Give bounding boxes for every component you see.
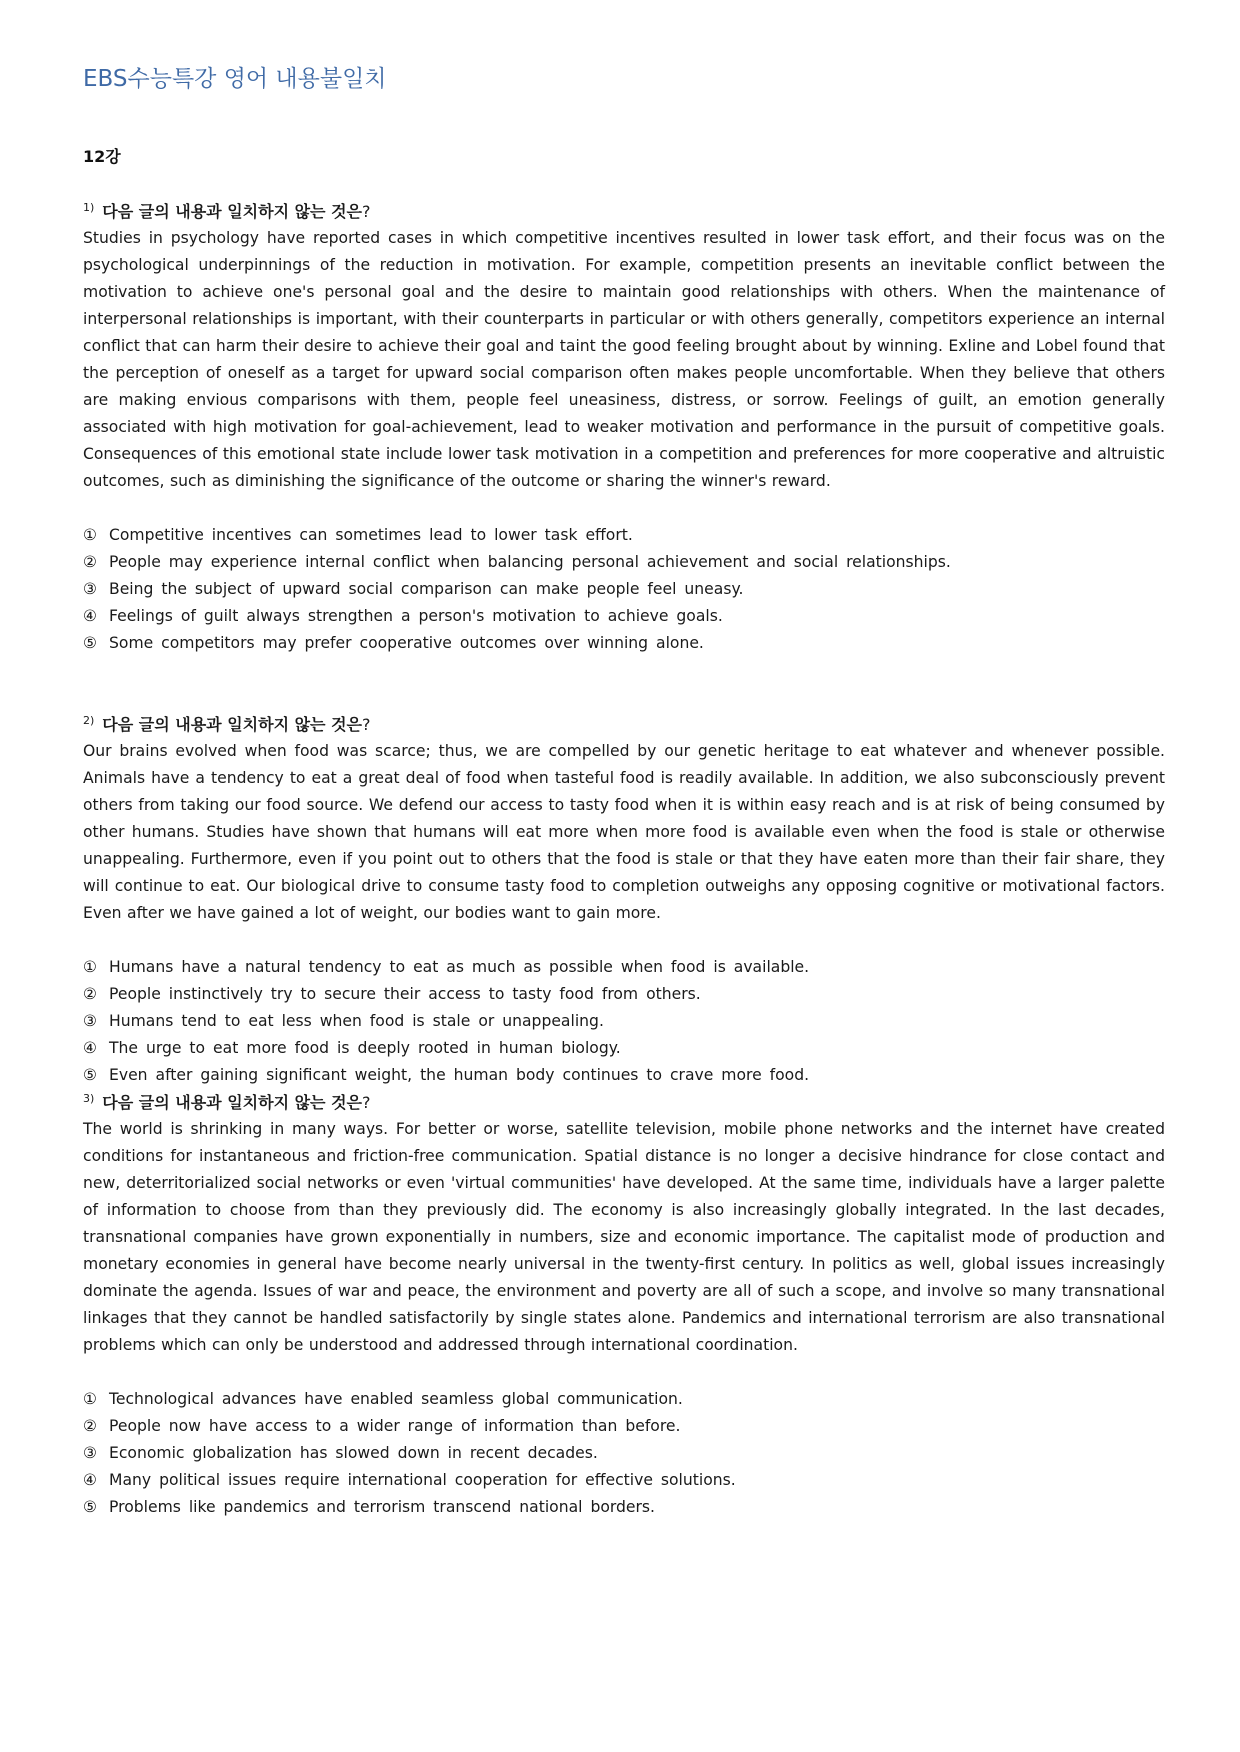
passage-text: Our brains evolved when food was scarce; thus, we are compelled by our genetic heritage to eat whatever and whenever possible. Animals have a tendency to eat a great deal of food when tasteful food is readily available. In addition, we also subconsciously prevent others from taking our food source. We defend our access to tasty food when it is within easy reach and is at risk of being consumed by other humans. Studies have shown that humans will eat more when more food is available even when the food is stale or otherwise unappealing. Furthermore, even if you point out to others that the food is stale or that they have eaten more than their fair share, they will continue to eat. Our biological drive to consume tasty food to completion outweighs any opposing cognitive or motivational factors. Even after we have gained a lot of weight, our bodies want to gain more. (83, 742, 1165, 922)
choice-text: Technological advances have enabled seamless global communication. (109, 1390, 683, 1408)
question-3 (83, 1089, 1165, 1521)
choice-text: People may experience internal conflict when balancing personal achievement and social relationships. (109, 553, 951, 571)
choice-text: Problems like pandemics and terrorism transcend national borders. (109, 1498, 656, 1516)
question-mark: ? (362, 715, 371, 734)
answer-choice[interactable] (83, 954, 1165, 981)
question-header (83, 1089, 1165, 1116)
choice-mark: ⑤ (83, 634, 97, 652)
passage-text: The world is shrinking in many ways. For better or worse, satellite television, mobile phone networks and the internet have created conditions for instantaneous and friction-free communication. Spatial distance is no longer a decisive hindrance for close contact and new, deterritorialized social networks or even 'virtual communities' have developed. At the same time, individuals have a larger palette of information to choose from than they previously did. The economy is also increasingly globally integrated. In the last decades, transnational companies have grown exponentially in numbers, size and economic importance. The capitalist mode of production and monetary economies in general have become nearly universal in the twenty-first century. In politics as well, global issues increasingly dominate the agenda. Issues of war and peace, the environment and poverty are all of such a scope, and involve so many transnational linkages that they cannot be handled satisfactorily by single states alone. Pandemics and international terrorism are also transnational problems which can only be understood and addressed through international coordination. (83, 1120, 1165, 1354)
choice-text: Many political issues require international cooperation for effective solutions. (109, 1471, 736, 1489)
choice-text: Being the subject of upward social comparison can make people feel uneasy. (109, 580, 744, 598)
answer-choices (83, 522, 1165, 657)
choice-mark: ② (83, 1417, 97, 1435)
choice-mark: ④ (83, 1471, 97, 1489)
lesson-heading: 12강 (83, 147, 121, 166)
answer-choice[interactable] (83, 1494, 1165, 1521)
question-header (83, 711, 1165, 738)
question-number: 3) (83, 1091, 95, 1105)
answer-choice[interactable] (83, 1440, 1165, 1467)
choice-mark: ③ (83, 1444, 97, 1462)
question-1 (83, 198, 1165, 657)
choice-mark: ① (83, 1390, 97, 1408)
choice-text: Humans tend to eat less when food is stale or unappealing. (109, 1012, 604, 1030)
choice-mark: ① (83, 526, 97, 544)
choice-text: Even after gaining significant weight, the human body continues to crave more food. (109, 1066, 810, 1084)
answer-choice[interactable] (83, 1467, 1165, 1494)
question-number: 2) (83, 713, 95, 727)
question-mark: ? (362, 1093, 371, 1112)
choice-text: Economic globalization has slowed down in recent decades. (109, 1444, 598, 1462)
choice-mark: ⑤ (83, 1066, 97, 1084)
choice-mark: ⑤ (83, 1498, 97, 1516)
question-number: 1) (83, 200, 95, 214)
question-mark: ? (362, 202, 371, 221)
choice-mark: ④ (83, 1039, 97, 1057)
choice-mark: ① (83, 958, 97, 976)
answer-choice[interactable] (83, 1413, 1165, 1440)
choice-mark: ③ (83, 1012, 97, 1030)
choice-mark: ④ (83, 607, 97, 625)
question-prompt: 다음 글의 내용과 일치하지 않는 것은 (102, 1093, 362, 1112)
choice-mark: ② (83, 553, 97, 571)
answer-choice[interactable] (83, 1386, 1165, 1413)
answer-choices (83, 954, 1165, 1089)
document-title: EBS수능특강 영어 내용불일치 (83, 66, 387, 92)
choice-text: Competitive incentives can sometimes lead to lower task effort. (109, 526, 633, 544)
answer-choice[interactable] (83, 522, 1165, 549)
answer-choice[interactable] (83, 1062, 1165, 1089)
answer-choice[interactable] (83, 576, 1165, 603)
answer-choices (83, 1386, 1165, 1521)
question-2 (83, 711, 1165, 1089)
answer-choice[interactable] (83, 1008, 1165, 1035)
choice-text: Some competitors may prefer cooperative outcomes over winning alone. (109, 634, 704, 652)
choice-text: People instinctively try to secure their access to tasty food from others. (109, 985, 701, 1003)
choice-mark: ③ (83, 580, 97, 598)
question-prompt: 다음 글의 내용과 일치하지 않는 것은 (102, 715, 362, 734)
answer-choice[interactable] (83, 981, 1165, 1008)
question-header (83, 198, 1165, 225)
choice-text: Feelings of guilt always strengthen a person's motivation to achieve goals. (109, 607, 723, 625)
answer-choice[interactable] (83, 603, 1165, 630)
choice-text: Humans have a natural tendency to eat as much as possible when food is available. (109, 958, 810, 976)
answer-choice[interactable] (83, 630, 1165, 657)
passage-text: Studies in psychology have reported cases in which competitive incentives resulted in lower task effort, and their focus was on the psychological underpinnings of the reduction in motivation. For example, competition presents an inevitable conflict between the motivation to achieve one's personal goal and the desire to maintain good relationships with others. When the maintenance of interpersonal relationships is important, with their counterparts in particular or with others generally, competitors experience an internal conflict that can harm their desire to achieve their goal and taint the good feeling brought about by winning. Exline and Lobel found that the perception of oneself as a target for upward social comparison often makes people uncomfortable. When they believe that others are making envious comparisons with them, people feel uneasiness, distress, or sorrow. Feelings of guilt, an emotion generally associated with high motivation for goal-achievement, lead to weaker motivation and performance in the pursuit of competitive goals. Consequences of this emotional state include lower task motivation in a competition and preferences for more cooperative and altruistic outcomes, such as diminishing the significance of the outcome or sharing the winner's reward. (83, 229, 1165, 490)
answer-choice[interactable] (83, 549, 1165, 576)
choice-text: People now have access to a wider range of information than before. (109, 1417, 681, 1435)
question-prompt: 다음 글의 내용과 일치하지 않는 것은 (102, 202, 362, 221)
answer-choice[interactable] (83, 1035, 1165, 1062)
choice-text: The urge to eat more food is deeply rooted in human biology. (109, 1039, 621, 1057)
choice-mark: ② (83, 985, 97, 1003)
